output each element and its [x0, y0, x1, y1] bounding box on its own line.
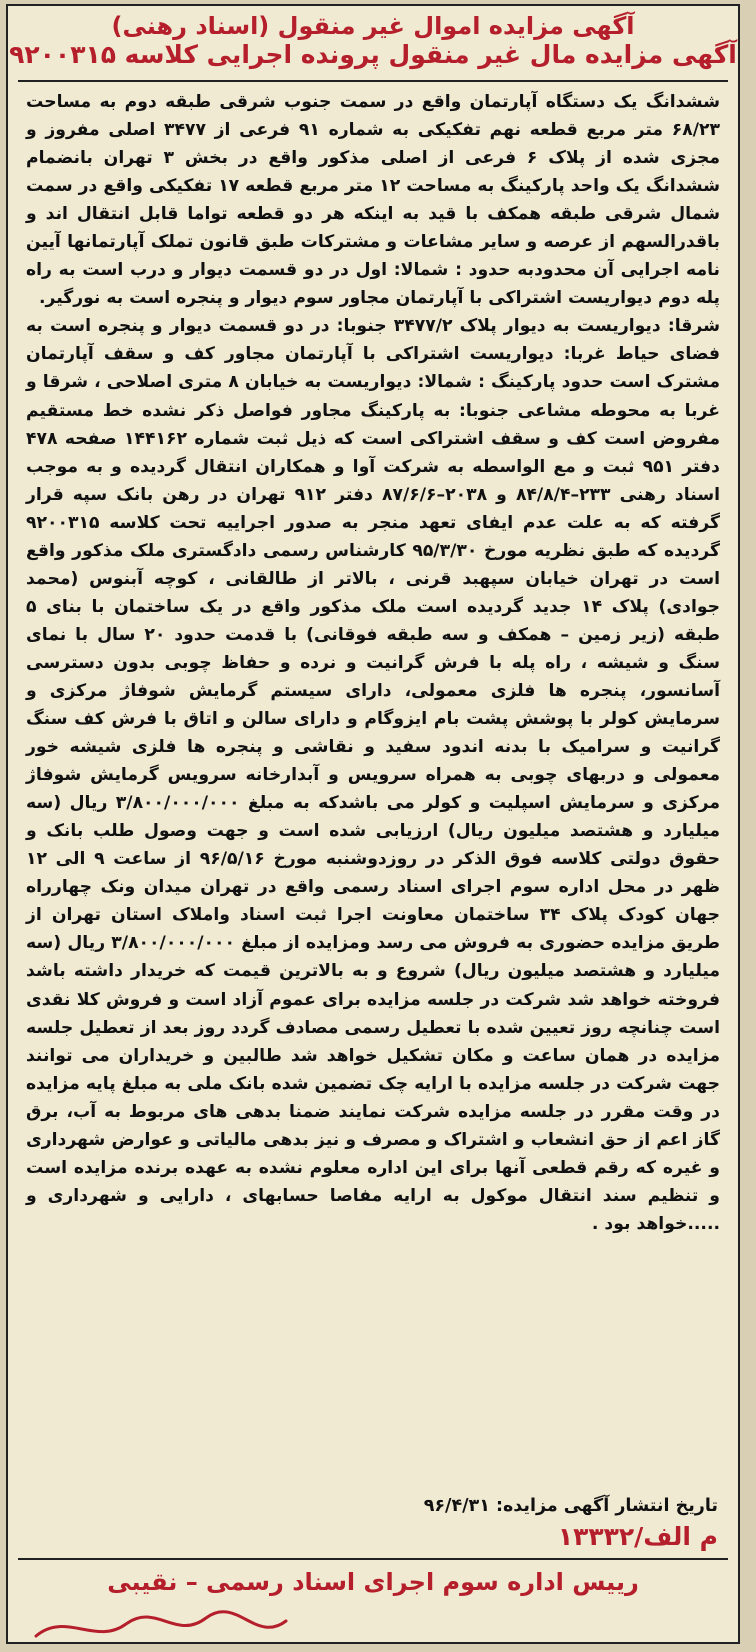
handwritten-mark-icon: [26, 1606, 326, 1651]
signature-line: رییس اداره سوم اجرای اسناد رسمی – نقیبی: [107, 1568, 639, 1596]
notice-title-line2: آگهی مزایده مال غیر منقول پرونده اجرایی کلاسه ۹۲۰۰۳۱۵: [9, 40, 737, 69]
notice-title-line1: آگهی مزایده اموال غیر منقول (اسناد رهنی): [111, 12, 635, 40]
title-divider: [18, 80, 728, 82]
notice-paper: [6, 4, 740, 1644]
notice-body: ششدانگ یک دستگاه آپارتمان واقع در سمت جنوب شرقی طبقه دوم به مساحت ۶۸/۲۳ متر مربع قطعه نهم تفکیکی به شماره ۹۱ فرعی از ۳۴۷۷ اصلی مفروز و مجزی شده از پلاک ۶ فرعی از اصلی مذکور واقع در بخش ۳ تهران بانضمام ششدانگ یک واحد پارکینگ به مساحت ۱۲ متر مربع قطعه ۱۷ تفکیکی واقع در سمت شمال شرقی طبقه همکف با قید به اینکه هر دو قطعه تواما قابل انتقال اند و باقدرالسهم از عرصه و سایر مشاعات و مشترکات طبق قانون تملک آپارتمانها آیین نامه اجرایی آن محدودبه حدود : شمالا: اول در دو قسمت دیوار و درب است به راه پله دوم دیواریست اشتراکی با آپارتمان مجاور سوم دیوار و پنجره است به نورگیر. شرقا: دیواریست به دیوار پلاک ۳۴۷۷/۲ جنوبا: در دو قسمت دیوار و پنجره است به فضای حیاط غربا: دیواریست اشتراکی با آپارتمان مجاور کف و سقف آپارتمان مشترک است حدود پارکینگ : شمالا: دیواریست به خیابان ۸ متری اصلاحی ، شرقا و غربا به محوطه مشاعی جنوبا: به پارکینگ مجاور فواصل ذکر نشده خط مستقیم مفروض است کف و سقف اشتراکی است که ذیل ثبت شماره ۱۴۴۱۶۲ صفحه ۴۷۸ دفتر ۹۵۱ ثبت و مع الواسطه به شرکت آوا و همکاران انتقال گردیده و به موجب اسناد رهنی ۲۳۳–۸۴/۸/۴ و ۲۰۳۸–۸۷/۶/۶ دفتر ۹۱۲ تهران در رهن بانک سپه قرار گرفته که به علت عدم ایفای تعهد منجر به صدور اجراییه تحت کلاسه ۹۲۰۰۳۱۵ گردیده که طبق نظریه مورخ ۹۵/۳/۳۰ کارشناس رسمی دادگستری ملک مذکور واقع است در تهران خیابان سپهبد قرنی ، بالاتر از طالقانی ، کوچه آبنوس (محمد جوادی) پلاک ۱۴ جدید گردیده است ملک مذکور واقع در یک ساختمان با بنای ۵ طبقه (زیر زمین – همکف و سه طبقه فوقانی) با قدمت حدود ۲۰ سال با نمای سنگ و شیشه ، راه پله با فرش گرانیت و نرده و حفاظ چوبی بدون دسترسی آسانسور، پنجره ها فلزی معمولی، دارای سیستم گرمایش شوفاژ مرکزی و سرمایش کولر با پوشش پشت بام ایزوگام و دارای سالن و اتاق با فرش کف سنگ گرانیت و سرامیک با بدنه اندود سفید و نقاشی و پنجره ها فلزی شیشه خور معمولی و دربهای چوبی به همراه سرویس و آبدارخانه سرویس گرمایش شوفاژ مرکزی و سرمایش اسپلیت و کولر می باشدکه به مبلغ ۳/۸۰۰/۰۰۰/۰۰۰ ریال (سه میلیارد و هشتصد میلیون ریال) ارزیابی شده است و جهت وصول طلب بانک و حقوق دولتی کلاسه فوق الذکر در روزدوشنبه مورخ ۹۶/۵/۱۶ از ساعت ۹ الی ۱۲ ظهر در محل اداره سوم اجرای اسناد رسمی واقع در تهران میدان ونک چهارراه جهان کودک پلاک ۳۴ ساختمان معاونت اجرا ثبت اسناد واملاک استان تهران از طریق مزایده حضوری به فروش می رسد ومزایده از مبلغ ۳/۸۰۰/۰۰۰/۰۰۰ ریال (سه میلیارد و هشتصد میلیون ریال) شروع و به بالاترین قیمت که خریدار داشته باشد فروخته خواهد شد شرکت در جلسه مزایده برای عموم آزاد است و فروش کلا نقدی است چنانچه روز تعیین شده با تعطیل رسمی مصادف گردد روز بعد از تعطیل جلسه مزایده در همان ساعت و مکان تشکیل خواهد شد طالبین و خریداران می توانند جهت شرکت در جلسه مزایده با ارایه چک تضمین شده بانک ملی به مبلغ پایه مزایده در وقت مقرر در جلسه مزایده شرکت نمایند ضمنا بدهی های مربوط به آب، برق گاز اعم از حق انشعاب و اشتراک و مصرف و نیز بدهی مالیاتی و عوارض شهرداری و غیره که رقم قطعی آنها برای این اداره معلوم نشده به عهده برنده مزایده است و تنظیم سند انتقال موکول به ارایه مفاصا حسابهای ، دارایی و شهرداری و .....خواهد بود .: [26, 92, 721, 1234]
publish-date: تاریخ انتشار آگهی مزایده: ۹۶/۴/۳۱: [423, 1496, 718, 1516]
reference-number: م الف/۱۳۳۳۲: [557, 1522, 718, 1551]
signature-divider: [18, 1558, 728, 1560]
